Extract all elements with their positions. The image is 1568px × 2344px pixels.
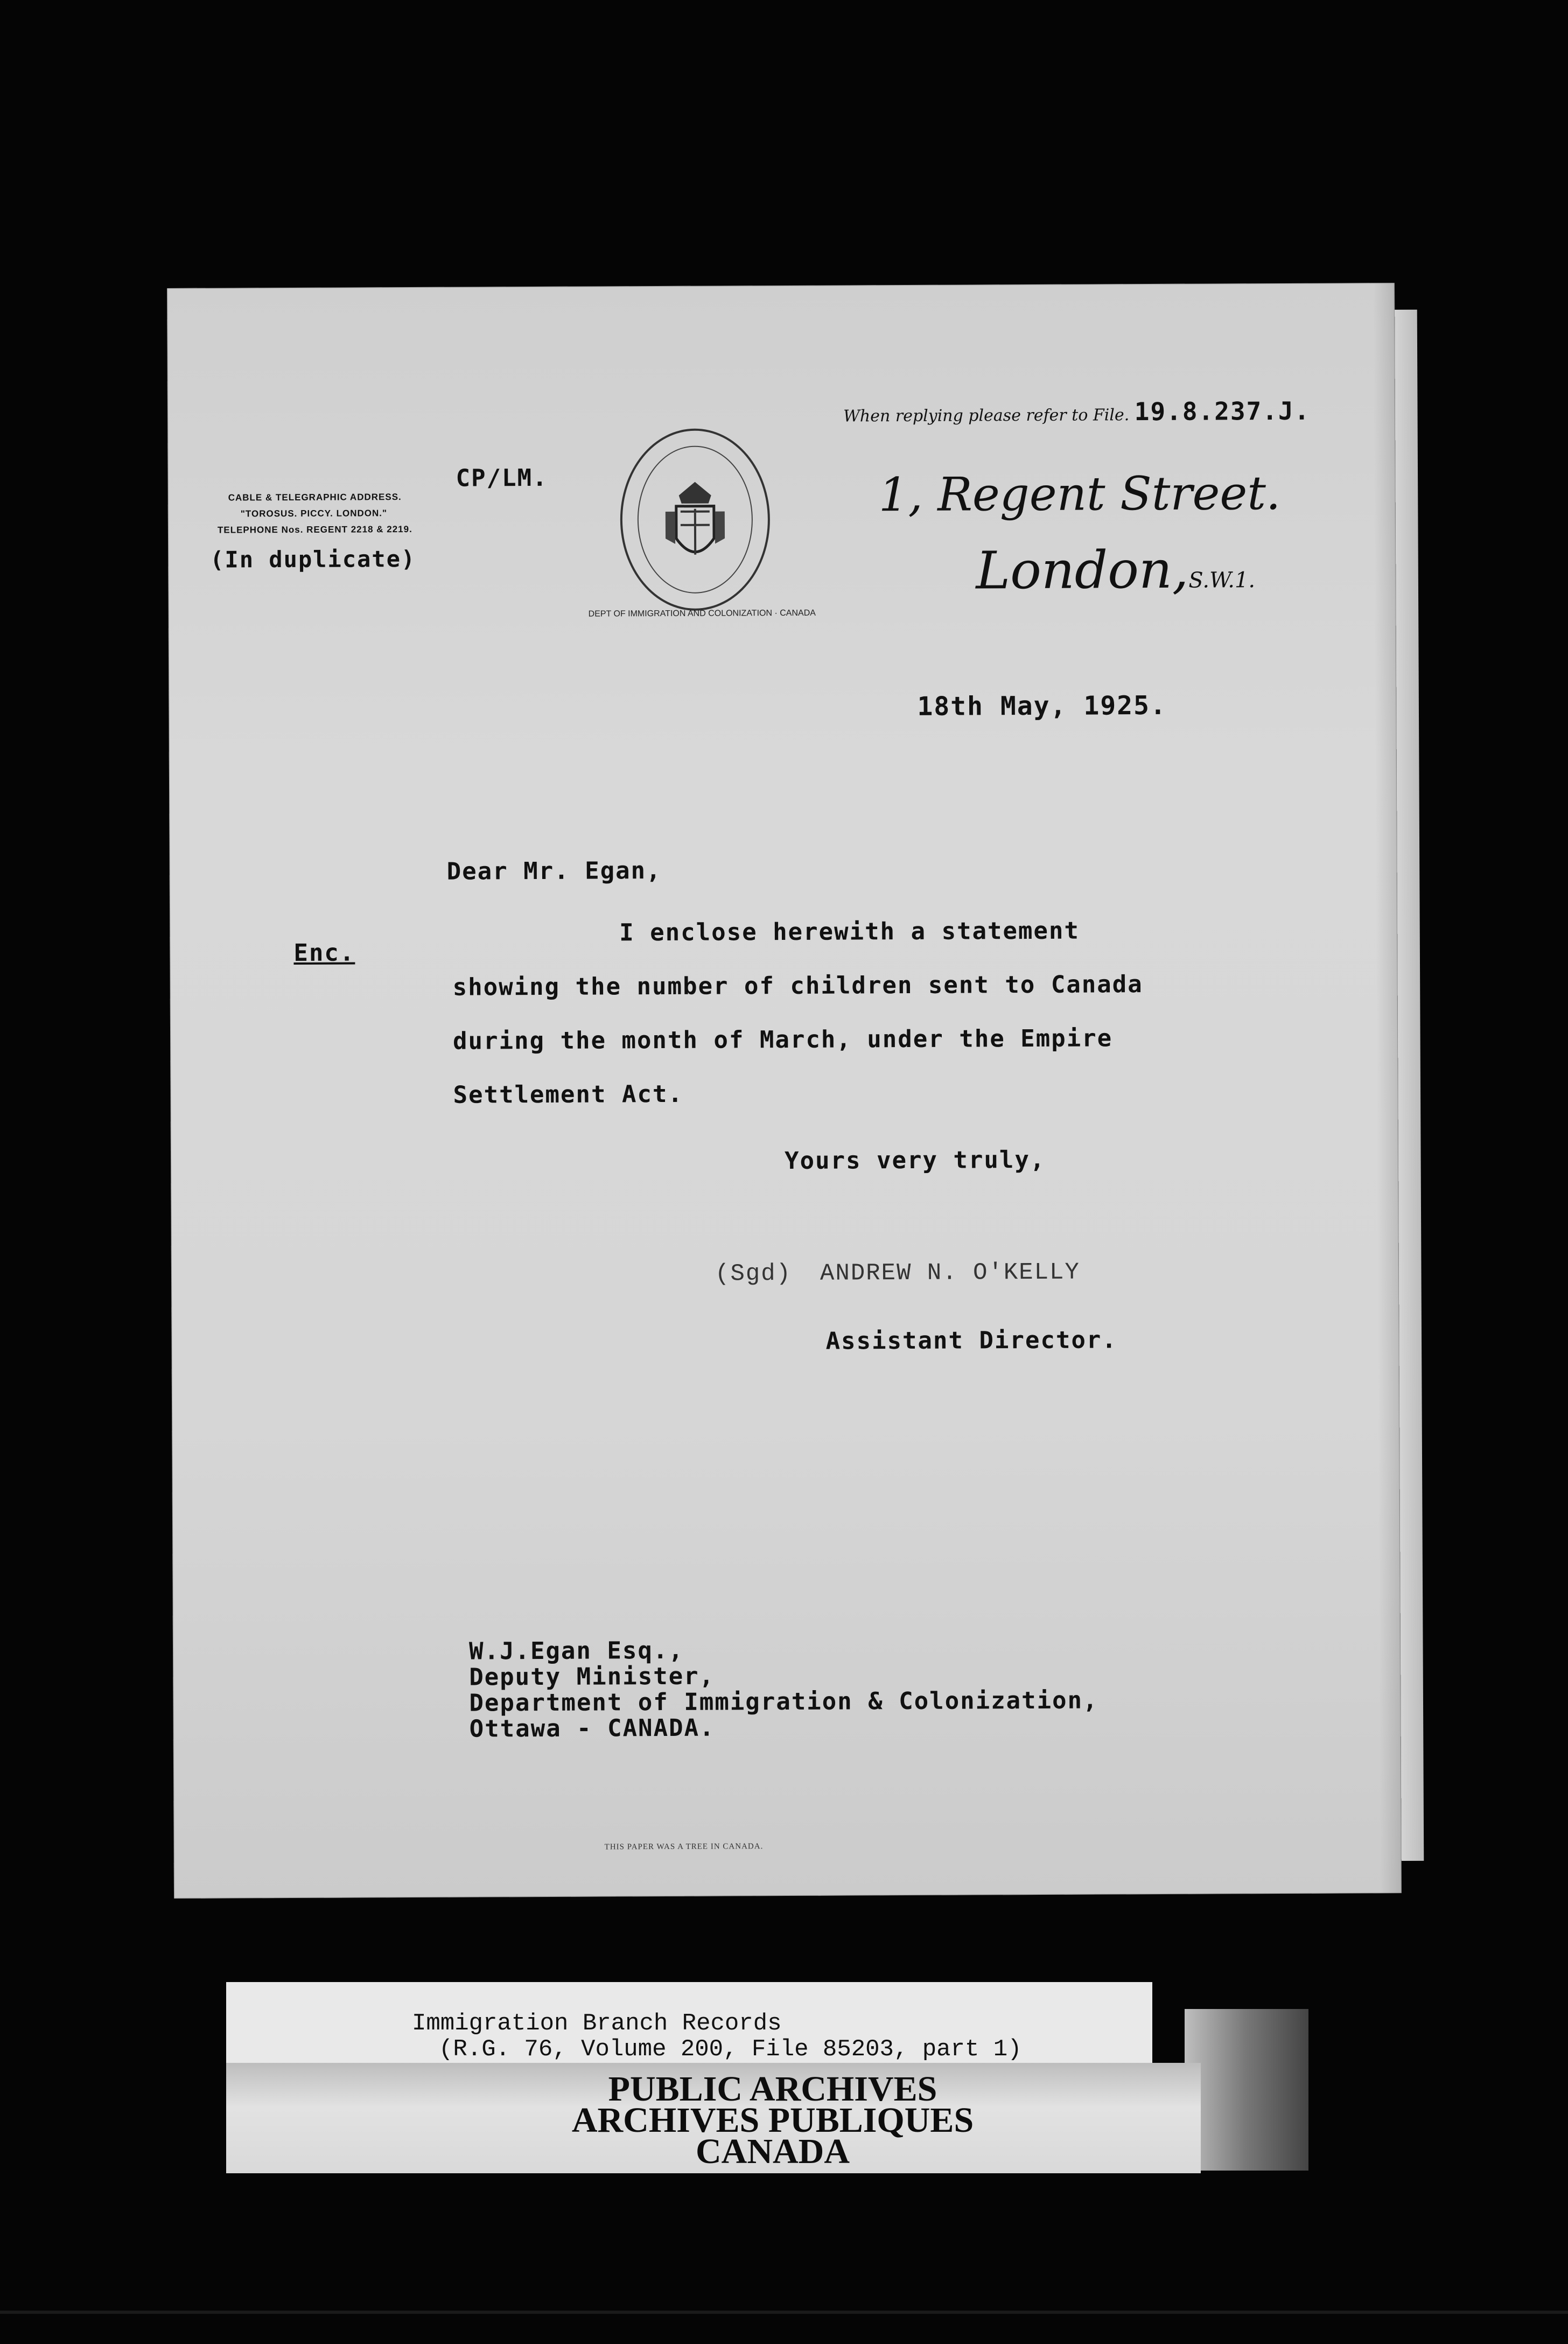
archive-record-label	[226, 1982, 1152, 2063]
department-seal	[620, 428, 770, 611]
frame-edge	[0, 2311, 1568, 2314]
seal-text: DEPT OF IMMIGRATION AND COLONIZATION · CANADA	[588, 608, 816, 619]
record-label-line2: (R.G. 76, Volume 200, File 85203, part 1)	[439, 2036, 1022, 2063]
signer-name: ANDREW N. O'KELLY	[820, 1259, 1080, 1287]
salutation: Dear Mr. Egan,	[446, 857, 662, 885]
body-line-1: I enclose herewith a statement	[619, 917, 1080, 947]
seal-top-text: DEPT OF IMMIGRATION AND COLONIZATION	[588, 609, 773, 619]
city-name: London,	[976, 539, 1189, 601]
label-band-right	[1185, 2009, 1308, 2171]
stamp-line: CANADA	[696, 2132, 850, 2171]
file-number: 19.8.237.J.	[1134, 396, 1311, 427]
body-line-4: Settlement Act.	[453, 1080, 684, 1109]
recipient-line: Ottawa - CANADA.	[469, 1714, 715, 1743]
city-address	[976, 539, 1255, 601]
recipient-block	[469, 1636, 1098, 1742]
body-line-2: showing the number of children sent to Canada	[452, 971, 1143, 1001]
enclosure-mark: Enc.	[293, 939, 355, 967]
stamp-line: ARCHIVES PUBLIQUES	[571, 2101, 974, 2140]
cable-address-label: CABLE & TELEGRAPHIC ADDRESS.	[228, 492, 402, 503]
paper-footer: THIS PAPER WAS A TREE IN CANADA.	[604, 1842, 764, 1852]
reference-code: CP/LM.	[456, 464, 548, 492]
signer-title: Assistant Director.	[825, 1326, 1117, 1355]
cable-address-value: "TOROSUS. PICCY. LONDON."	[240, 508, 388, 519]
seal-bottom-text: CANADA	[780, 608, 816, 618]
record-label-line1: Immigration Branch Records	[412, 2010, 782, 2037]
recipient-line: Department of Immigration & Colonization,	[469, 1686, 1098, 1717]
crown-shield-icon	[622, 430, 768, 609]
closing: Yours very truly,	[784, 1146, 1046, 1175]
telephone-line: TELEPHONE Nos. REGENT 2218 & 2219.	[217, 524, 412, 535]
recipient-line: W.J.Egan Esq.,	[468, 1636, 684, 1665]
postal-district: S.W.1.	[1188, 568, 1256, 593]
duplicate-note: (In duplicate)	[210, 545, 416, 573]
reply-instruction	[843, 396, 1311, 428]
letter-sheet	[167, 283, 1402, 1899]
letter-date: 18th May, 1925.	[917, 690, 1167, 722]
reply-prefix: When replying please refer to File.	[843, 406, 1130, 426]
stamp-line: PUBLIC ARCHIVES	[608, 2069, 937, 2109]
signed-prefix: (Sgd)	[715, 1260, 792, 1288]
public-archives-stamp	[463, 2069, 1082, 2171]
recipient-line: Deputy Minister,	[469, 1662, 715, 1691]
street-address: 1, Regent Street.	[878, 466, 1281, 522]
body-line-3: during the month of March, under the Empire	[452, 1024, 1113, 1055]
